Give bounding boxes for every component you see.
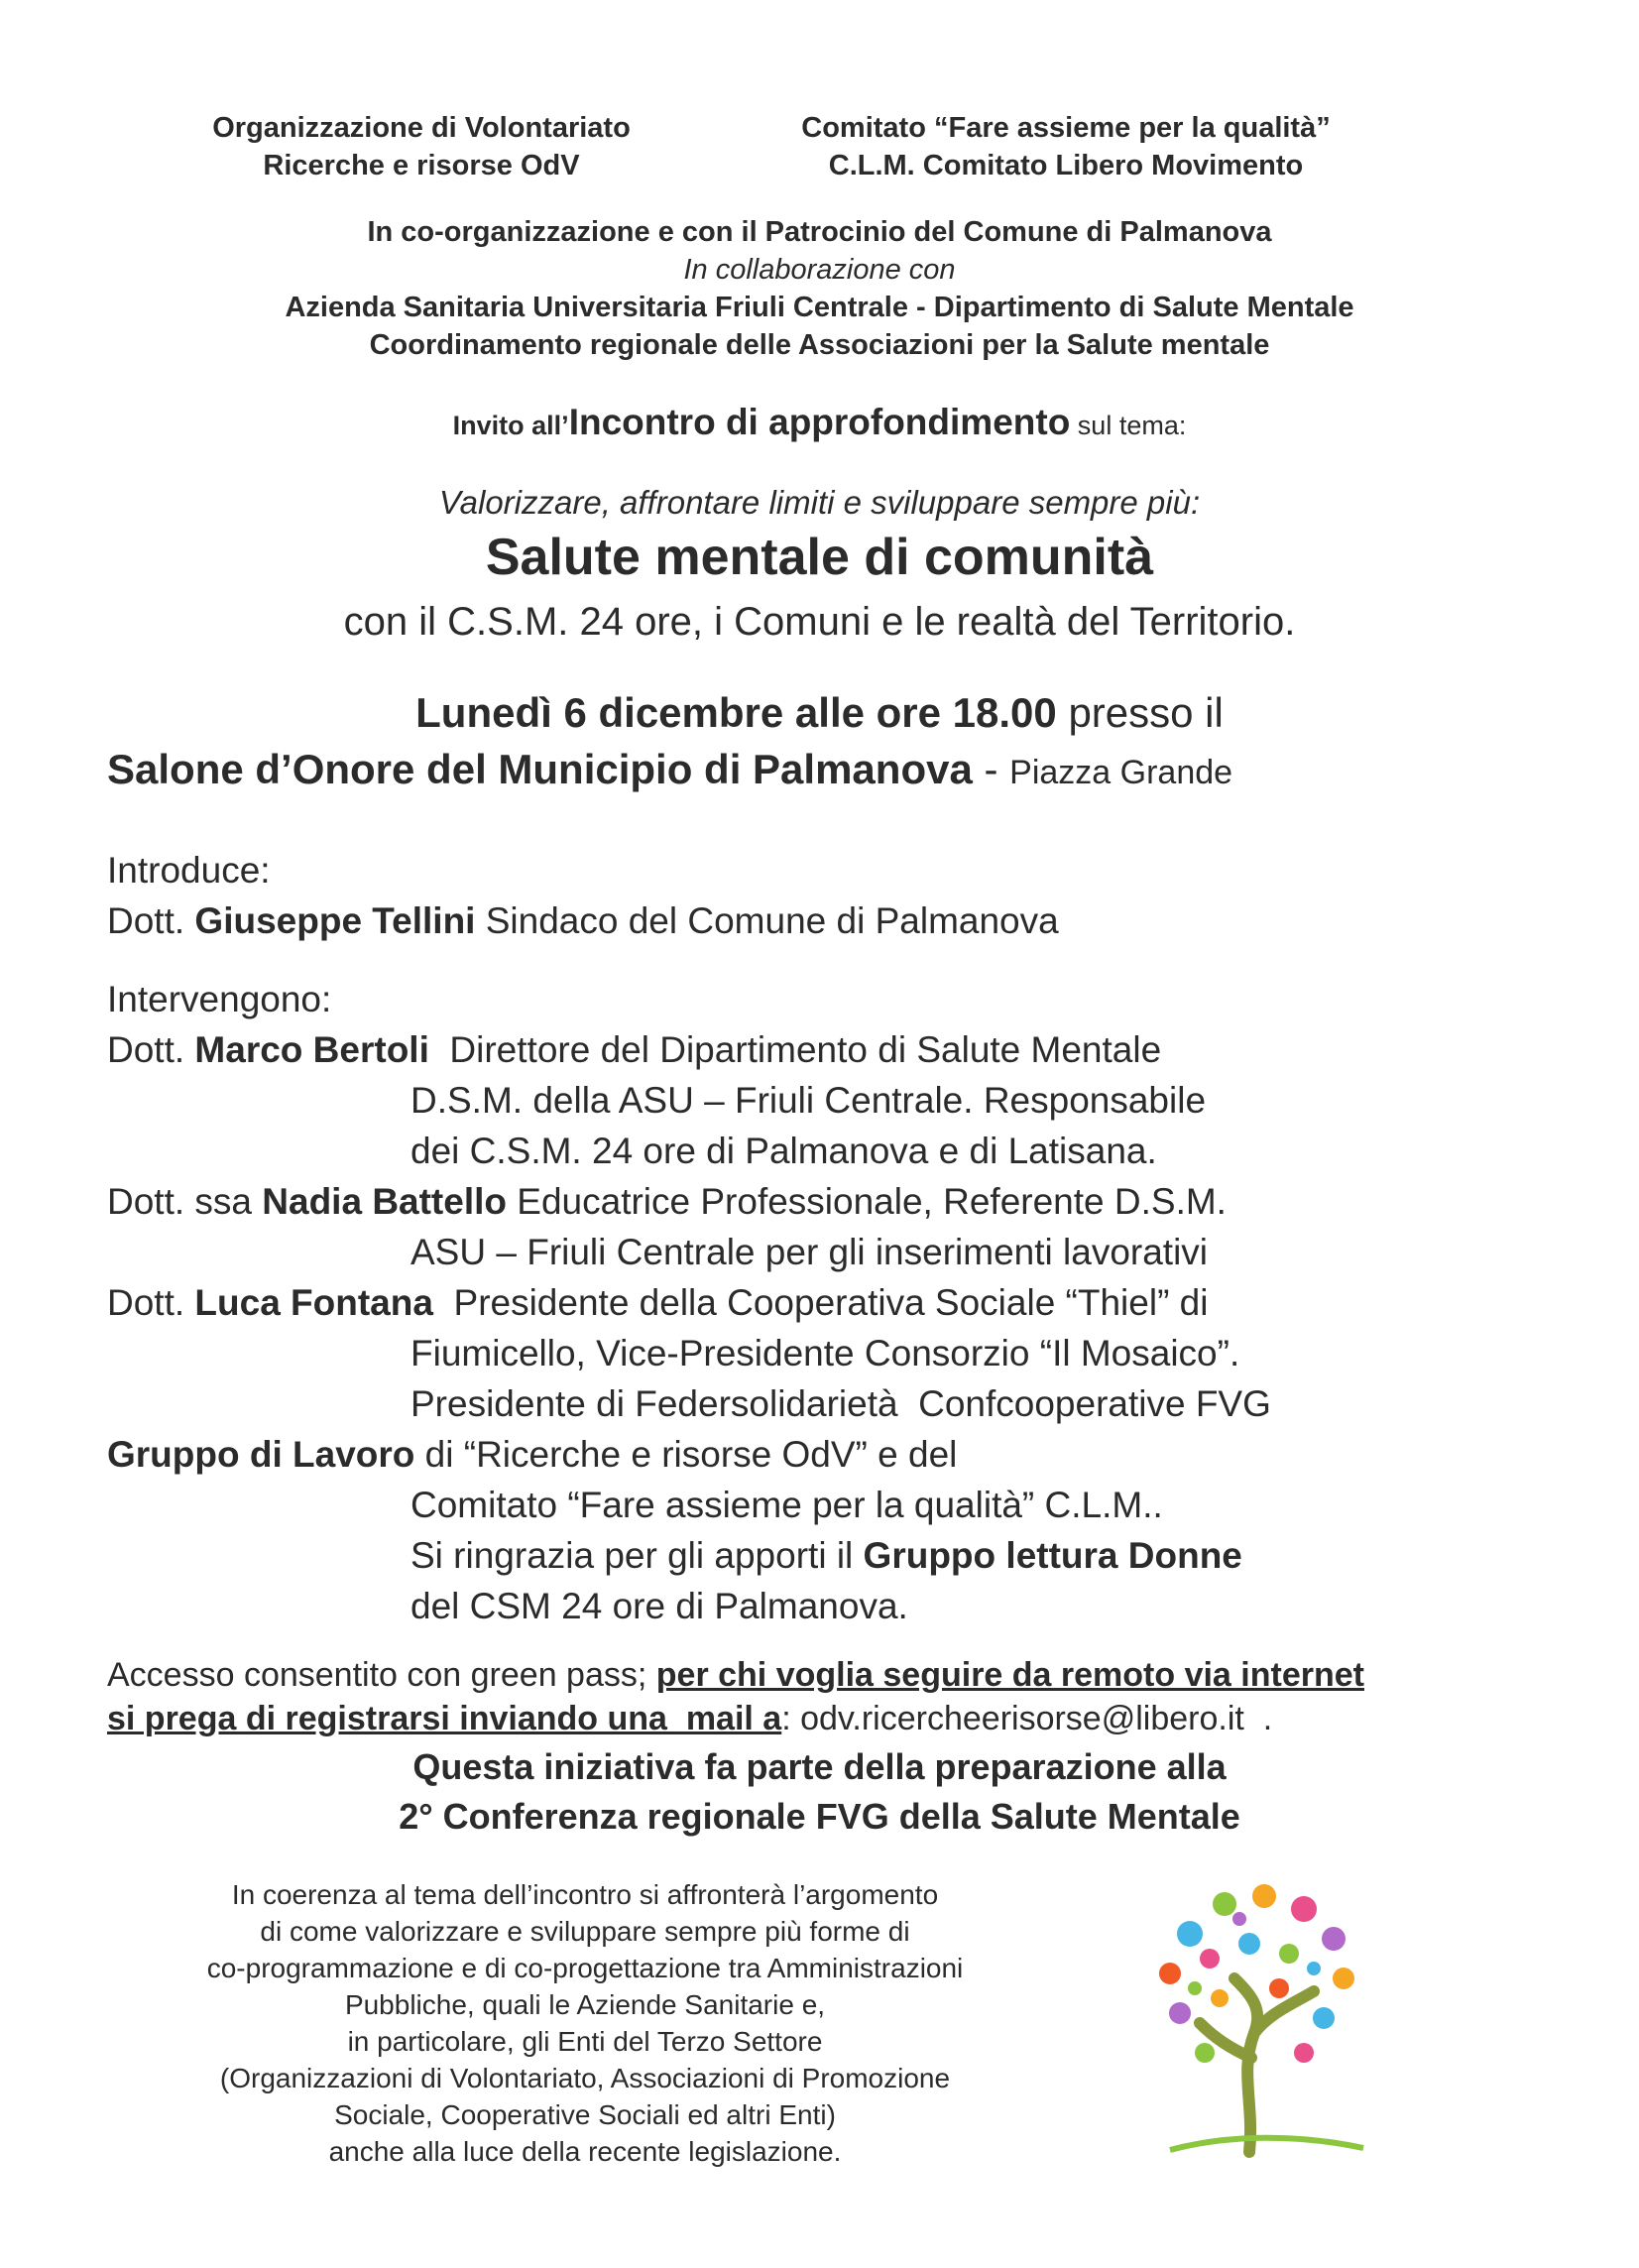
working-group-thanks [107,1530,1584,1581]
speakers-block [107,845,1584,1631]
speaker-role-line: Fiumicello, Vice-Presidente Consorzio “Il Mosaico”. [410,1333,1240,1373]
working-group-line2: Comitato “Fare assieme per la qualità” C.L.M.. [410,1485,1163,1525]
thanks-group: Gruppo lettura Donne [863,1535,1242,1576]
organiser-right-line2: C.L.M. Comitato Libero Movimento [828,150,1304,181]
speaker-title: Dott. [107,1029,195,1070]
coherence-line: co-programmazione e di co-progettazione tra Amministrazioni [206,1953,964,1983]
speaker-role: Sindaco del Comune di Palmanova [475,900,1059,941]
patronage-block [99,213,1540,364]
invitation-pre: Invito all’ [452,411,569,440]
event-venue-dash: - [972,746,1010,792]
speaker-title: Dott. [107,900,195,941]
coherence-line: Sociale, Cooperative Sociali ed altri Enti) [334,2099,836,2130]
event-venue-small: Piazza Grande [1009,754,1233,791]
theme-subtitle: con il C.S.M. 24 ore, i Comuni e le realtà del Territorio. [343,600,1296,644]
invitation-title: Incontro di approfondimento [568,402,1071,442]
thanks-pre: Si ringrazia per gli apporti il [410,1535,864,1576]
organiser-right [754,109,1378,184]
organiser-left-line2: Ricerche e risorse OdV [263,150,580,181]
event-date [99,689,1540,737]
theme-lead: Valorizzare, affrontare limiti e sviluppare sempre più: [438,484,1201,521]
coherence-line: (Organizzazioni di Volontariato, Associazioni di Promozione [219,2063,951,2093]
patronage-line: In co-organizzazione e con il Patrocinio del Comune di Palmanova [367,216,1272,248]
collaboration-label: In collaborazione con [683,254,956,286]
coherence-line: in particolare, gli Enti del Terzo Settore [347,2026,823,2057]
conference-line2: 2° Conferenza regionale FVG della Salute Mentale [399,1796,1240,1837]
interventions-label: Intervengono: [107,979,332,1019]
speaker-name: Nadia Battello [262,1181,507,1222]
speaker-battello [107,1176,1584,1227]
speaker-role-line: ASU – Friuli Centrale per gli inserimenti lavorativi [410,1232,1209,1272]
organiser-left-line1: Organizzazione di Volontariato [212,112,631,144]
speaker-name: Giuseppe Tellini [194,900,476,941]
tree-of-hands-icon [1130,1874,1388,2162]
organiser-right-line1: Comitato “Fare assieme per la qualità” [801,112,1331,144]
invitation-post: sul tema: [1070,411,1187,440]
coordination-line: Coordinamento regionale delle Associazioni per la Salute mentale [369,329,1270,361]
speaker-title: Dott. ssa [107,1181,263,1222]
working-group-line4: del CSM 24 ore di Palmanova. [410,1586,908,1626]
speaker-role: Direttore del Dipartimento di Salute Mentale [428,1029,1162,1070]
event-venue-bold: Salone d’Onore del Municipio di Palmanova [107,746,973,792]
theme-title: Salute mentale di comunità [485,529,1154,586]
introduce-speaker [107,895,1584,946]
speaker-role: Educatrice Professionale, Referente D.S.M. [507,1181,1227,1222]
access-register: si prega di registrarsi inviando una mail a [107,1700,782,1737]
coherence-line: Pubbliche, quali le Aziende Sanitarie e, [344,1989,826,2020]
access-info [107,1653,1594,1740]
working-group-line1: di “Ricerche e risorse OdV” e del [414,1434,958,1475]
organiser-left [149,109,694,184]
access-email[interactable]: : odv.ricercheerisorse@libero.it . [781,1700,1273,1737]
coherence-line: di come valorizzare e sviluppare sempre più forme di [260,1916,910,1947]
coherence-paragraph [109,1876,1061,2170]
working-group-name: Gruppo di Lavoro [107,1434,415,1475]
speaker-role: Presidente della Cooperativa Sociale “Thiel” di [432,1282,1209,1323]
coherence-line: anche alla luce della recente legislazione. [328,2136,842,2167]
access-remote: per chi voglia seguire da remoto via internet [655,1656,1364,1694]
invitation-line [99,402,1540,443]
conference-line1: Questa iniziativa fa parte della preparazione alla [412,1746,1227,1787]
speaker-fontana [107,1277,1584,1328]
coherence-line: In coerenza al tema dell’incontro si affronterà l’argomento [231,1879,939,1910]
event-venue [107,746,1594,793]
speaker-name: Luca Fontana [194,1282,433,1323]
access-pre: Accesso consentito con green pass; [107,1656,656,1694]
asu-line: Azienda Sanitaria Universitaria Friuli Centrale - Dipartimento di Salute Mentale [285,292,1354,323]
conference-note [99,1742,1540,1842]
speaker-role-line: dei C.S.M. 24 ore di Palmanova e di Latisana. [410,1131,1157,1171]
event-date-bold: Lunedì 6 dicembre alle ore 18.00 [415,689,1057,736]
working-group [107,1429,1584,1480]
event-date-rest: presso il [1056,689,1224,736]
introduce-label: Introduce: [107,850,271,891]
speaker-bertoli [107,1024,1584,1075]
speaker-role-line: D.S.M. della ASU – Friuli Centrale. Responsabile [410,1080,1207,1121]
speaker-role-line: Presidente di Federsolidarietà Confcooperative FVG [410,1383,1271,1424]
speaker-title: Dott. [107,1282,195,1323]
speaker-name: Marco Bertoli [194,1029,429,1070]
